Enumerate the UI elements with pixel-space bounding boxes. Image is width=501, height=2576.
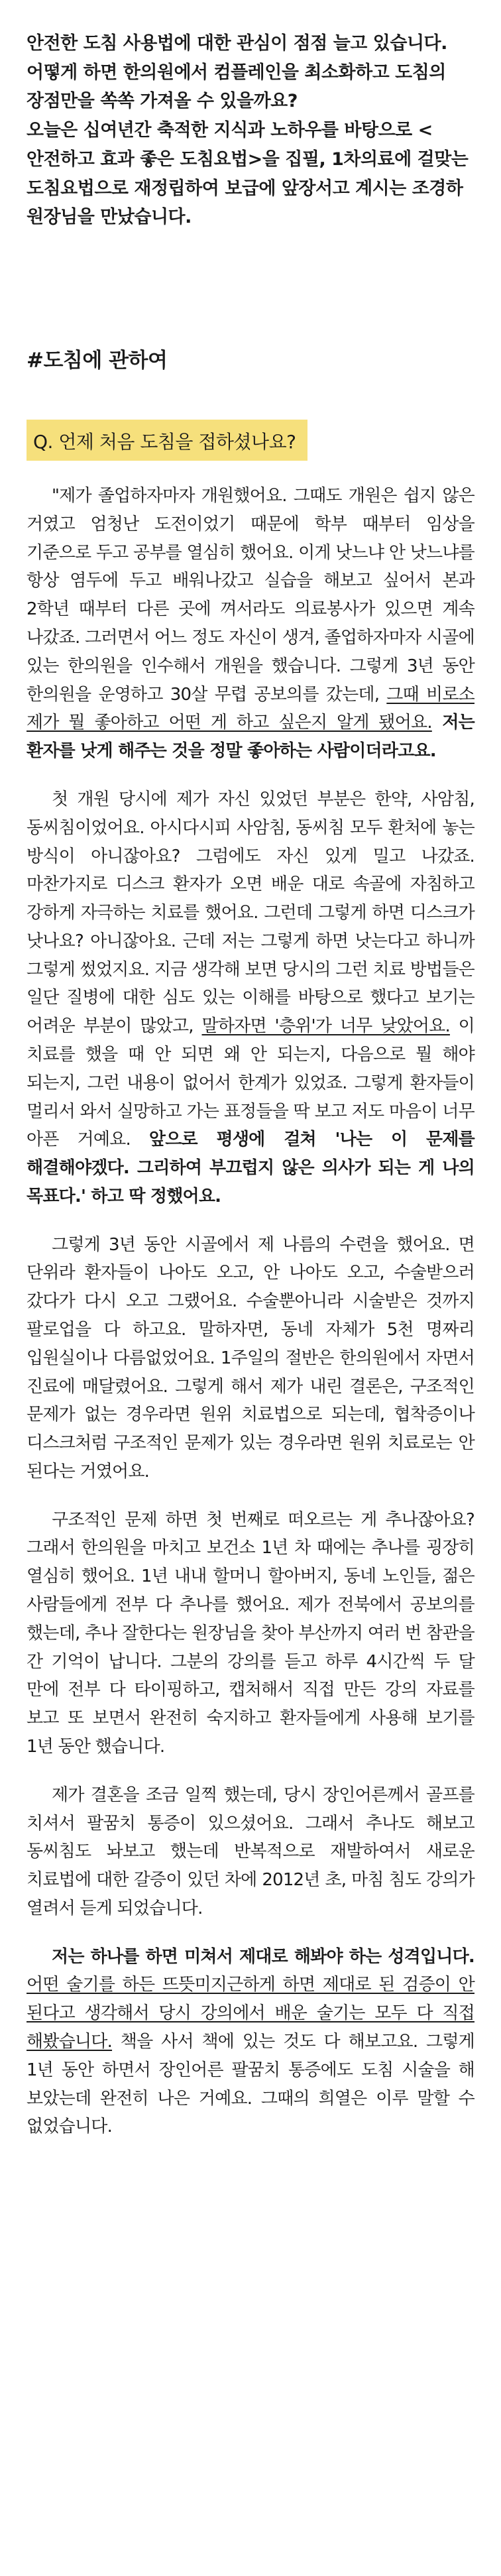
intro-paragraph-1: 안전한 도침 사용법에 대한 관심이 점점 늘고 있습니다. 어떻게 하면 한의원에서 컴플레인을 최소화하고 도침의 장점만을 쏙쏙 가져올 수 있을까요? bbox=[27, 33, 447, 112]
bold-text: 앞으로 평생에 걸쳐 '나는 이 문제를 해결해야겠다. 그리하여 부끄럽지 않은 의사가 되는 게 나의 목표다.' 하고 딱 정했어요. bbox=[27, 1130, 474, 1206]
answer-paragraph-4: 구조적인 문제 하면 첫 번째로 떠오르는 게 추나잖아요? 그래서 한의원을 마치고 보건소 1년 차 때에는 추나를 굉장히 열심히 했어요. 1년 내내 할머니 할아버지, 동네 노인들, 젊은 사람들에게 전부 다 추나를 했어요. 제가 전북에서 공보의를 했는데, 추나 잘한다는 원장님을 찾아 부산까지 여러 번 참관을 간 기억이 납니다. 그분의 강의를 듣고 하루 4시간씩 두 달 만에 전부 다 타이핑하고, 캡처해서 직접 만든 강의 자료를 보고 또 보면서 완전히 숙지하고 환자들에게 사용해 보기를 1년 동안 했습니다. bbox=[27, 1509, 474, 1757]
intro bbox=[27, 29, 474, 232]
intro-paragraph-2: 오늘은 십여년간 축적한 지식과 노하우를 바탕으로 <안전하고 효과 좋은 도침요법>을 집필, 1차의료에 걸맞는 도침요법으로 재정립하여 보급에 앞장서고 계시는 조경하 원장님을 만났습니다. bbox=[27, 120, 469, 228]
text-run: 책을 사서 책에 있는 것도 다 해보고요. 그렇게 1년 동안 하면서 장인어른 팔꿈치 통증에도 도침 시술을 해 보았는데 완전히 나은 거예요. 그때의 희열은 이루 말할 수 없었습니다. bbox=[27, 2031, 474, 2137]
bold-text: 저는 하나를 하면 미쳐서 제대로 해봐야 하는 성격입니다. bbox=[52, 1946, 474, 1967]
text-run: 이 치료를 했을 때 안 되면 왜 안 되는지, 다음으로 뭘 해야 되는지, 그런 내용이 없어서 한계가 있었죠. 그렇게 환자들이 멀리서 와서 실망하고 가는 표정들을 딱 보고 저도 마음이 너무 아픈 거예요. bbox=[27, 1016, 474, 1150]
underlined-text: 어떤 술기를 하든 뜨뜻미지근하게 하면 제대로 된 검증이 안 된다고 생각해서 당시 강의에서 배운 술기는 모두 다 직접 해봤습니다. bbox=[27, 1975, 474, 2052]
answer-paragraph-2 bbox=[27, 786, 474, 1211]
bold-text: 저는 환자를 낫게 해주는 것을 정말 좋아하는 사람이더라고요. bbox=[27, 713, 474, 762]
answer-paragraph-3: 그렇게 3년 동안 시골에서 제 나름의 수련을 했어요. 면 단위라 환자들이 나아도 오고, 안 나아도 오고, 수술받으러 갔다가 다시 오고 그랬어요. 수술뿐아니라 시술받은 것까지 팔로업을 다 하고요. 말하자면, 동네 자체가 5천 명짜리 입원실이나 다름없었어요. 1주일의 절반은 한의원에서 자면서 진료에 매달렸어요. 그렇게 해서 제가 내린 결론은, 구조적인 문제가 없는 경우라면 원위 치료법으로 되는데, 협착증이나 디스크처럼 구조적인 문제가 있는 경우라면 원위 치료로는 안 된다는 거였어요. bbox=[27, 1234, 474, 1482]
answer-paragraph-5: 제가 결혼을 조금 일찍 했는데, 당시 장인어른께서 골프를 치셔서 팔꿈치 통증이 있으셨어요. 그래서 추나도 해보고 동씨침도 놔보고 했는데 반복적으로 재발하여서 새로운 치료법에 대한 갈증이 있던 차에 2012년 초, 마침 침도 강의가 열려서 듣게 되었습니다. bbox=[27, 1785, 474, 1918]
underlined-text: 말하자면 '층위'가 너무 낮았어요. bbox=[201, 1016, 450, 1037]
answer-body bbox=[27, 482, 474, 2141]
answer-paragraph-6 bbox=[27, 1943, 474, 2141]
section-title: #도침에 관하여 bbox=[27, 349, 168, 373]
underlined-text: 그때 비로소 제가 뭘 좋아하고 어떤 게 하고 싶은지 알게 됐어요. bbox=[27, 684, 474, 733]
question-highlight: Q. 언제 처음 도침을 접하셨나요? bbox=[27, 420, 307, 461]
answer-paragraph-1 bbox=[27, 482, 474, 766]
text-run: "제가 졸업하자마자 개원했어요. 그때도 개원은 쉽지 않은 거였고 엄청난 도전이었기 때문에 학부 때부터 임상을 기준으로 두고 공부를 열심히 했어요. 이게 낫느냐 안 낫느냐를 항상 염두에 두고 배워나갔고 실습을 해보고 싶어서 본과 2학년 때부터 다른 곳에 껴서라도 의료봉사가 있으면 계속 나갔죠. 그러면서 어느 정도 자신이 생겨, 졸업하자마자 시골에 있는 한의원을 인수해서 개원을 했습니다. 그렇게 3년 동안 한의원을 운영하고 30살 무렵 공보의를 갔는데, bbox=[27, 486, 474, 705]
text-run: 첫 개원 당시에 제가 자신 있었던 부분은 한약, 사암침, 동씨침이었어요. 아시다시피 사암침, 동씨침 모두 환처에 놓는 방식이 아니잖아요? 그럼에도 자신 있게 밀고 나갔죠. 마찬가지로 디스크 환자가 오면 배운 대로 속골에 자침하고 강하게 자극하는 치료를 했어요. 그런데 그렇게 하면 디스크가 낫나요? 아니잖아요. 근데 저는 그렇게 하면 낫는다고 하니까 그렇게 썼었지요. 지금 생각해 보면 당시의 그런 치료 방법들은 일단 질병에 대한 심도 있는 이해를 바탕으로 했다고 보기는 어려운 부분이 많았고, bbox=[27, 789, 474, 1037]
